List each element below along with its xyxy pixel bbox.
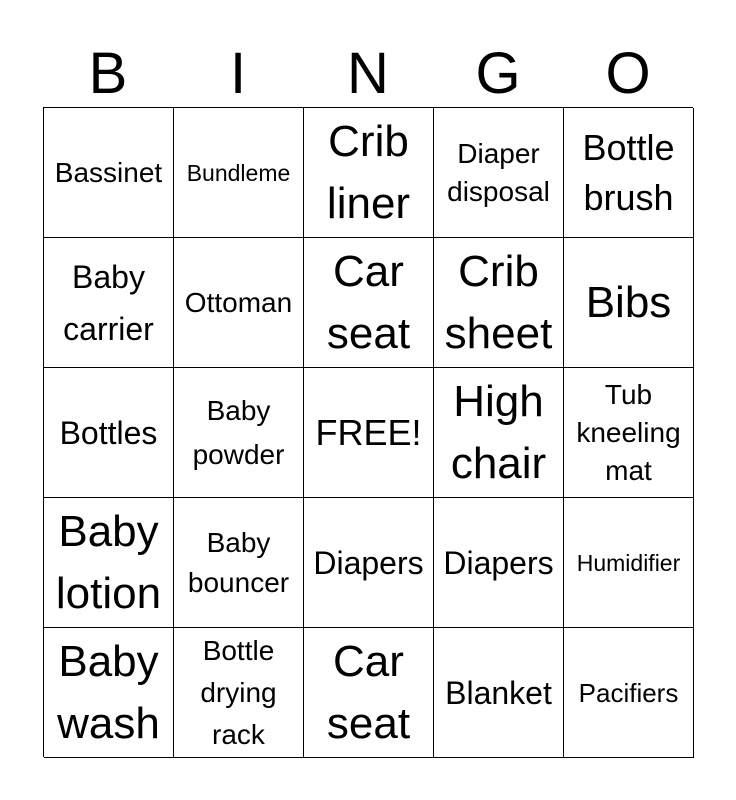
bingo-cell[interactable] bbox=[564, 498, 694, 628]
bingo-header bbox=[43, 40, 693, 108]
cell-text: Diaper disposal bbox=[447, 137, 550, 207]
cell-text: Diapers bbox=[443, 544, 554, 581]
bingo-cell[interactable] bbox=[304, 498, 434, 628]
cell-text: Bottle drying rack bbox=[200, 634, 277, 750]
cell-text: FREE! bbox=[315, 411, 422, 453]
cell-text: Baby lotion bbox=[55, 506, 162, 618]
cell-text: Crib sheet bbox=[444, 246, 553, 358]
bingo-cell[interactable] bbox=[44, 628, 174, 758]
cell-text: Crib liner bbox=[326, 116, 411, 228]
bingo-cell[interactable] bbox=[44, 368, 174, 498]
header-letter-g: G bbox=[475, 41, 521, 106]
header-letter-o: O bbox=[605, 41, 651, 106]
bingo-cell[interactable] bbox=[564, 108, 694, 238]
bingo-cell[interactable] bbox=[434, 238, 564, 368]
cell-text: Car seat bbox=[326, 636, 411, 748]
cell-text: Baby wash bbox=[57, 636, 160, 748]
cell-text: Pacifiers bbox=[578, 677, 679, 708]
cell-text: Diapers bbox=[313, 544, 424, 581]
header-letter-n: N bbox=[347, 41, 389, 106]
bingo-cell[interactable] bbox=[44, 238, 174, 368]
cell-text: Baby powder bbox=[192, 394, 285, 470]
bingo-board bbox=[43, 107, 693, 757]
cell-text: Bottle brush bbox=[582, 126, 675, 218]
bingo-cell[interactable] bbox=[44, 108, 174, 238]
cell-text: Car seat bbox=[326, 246, 411, 358]
cell-text: Baby bouncer bbox=[187, 526, 290, 598]
bingo-cell[interactable] bbox=[564, 628, 694, 758]
bingo-cell[interactable] bbox=[44, 498, 174, 628]
cell-text: Bibs bbox=[585, 277, 672, 327]
bingo-cell[interactable] bbox=[174, 368, 304, 498]
bingo-cell[interactable] bbox=[304, 238, 434, 368]
cell-text: High chair bbox=[450, 376, 547, 488]
cell-text: Blanket bbox=[445, 674, 552, 711]
cell-text: Ottoman bbox=[184, 286, 293, 318]
bingo-cell[interactable] bbox=[304, 108, 434, 238]
bingo-cell[interactable] bbox=[564, 368, 694, 498]
header-letter-b: B bbox=[88, 41, 128, 106]
cell-text: Bassinet bbox=[54, 156, 163, 188]
bingo-cell[interactable] bbox=[304, 628, 434, 758]
bingo-cell[interactable] bbox=[174, 238, 304, 368]
cell-text: Bottles bbox=[59, 414, 158, 451]
bingo-cell[interactable] bbox=[304, 368, 434, 498]
bingo-cell[interactable] bbox=[434, 368, 564, 498]
bingo-cell[interactable] bbox=[434, 108, 564, 238]
bingo-cell[interactable] bbox=[564, 238, 694, 368]
cell-text: Bundleme bbox=[186, 159, 291, 186]
cell-text: Tub kneeling mat bbox=[576, 378, 681, 486]
header-letter-i: I bbox=[229, 41, 247, 106]
bingo-cell[interactable] bbox=[174, 108, 304, 238]
cell-text: Baby carrier bbox=[63, 258, 154, 347]
bingo-cell[interactable] bbox=[174, 628, 304, 758]
bingo-cell[interactable] bbox=[434, 628, 564, 758]
cell-text: Humidifier bbox=[576, 549, 681, 576]
bingo-cell[interactable] bbox=[434, 498, 564, 628]
bingo-cell[interactable] bbox=[174, 498, 304, 628]
